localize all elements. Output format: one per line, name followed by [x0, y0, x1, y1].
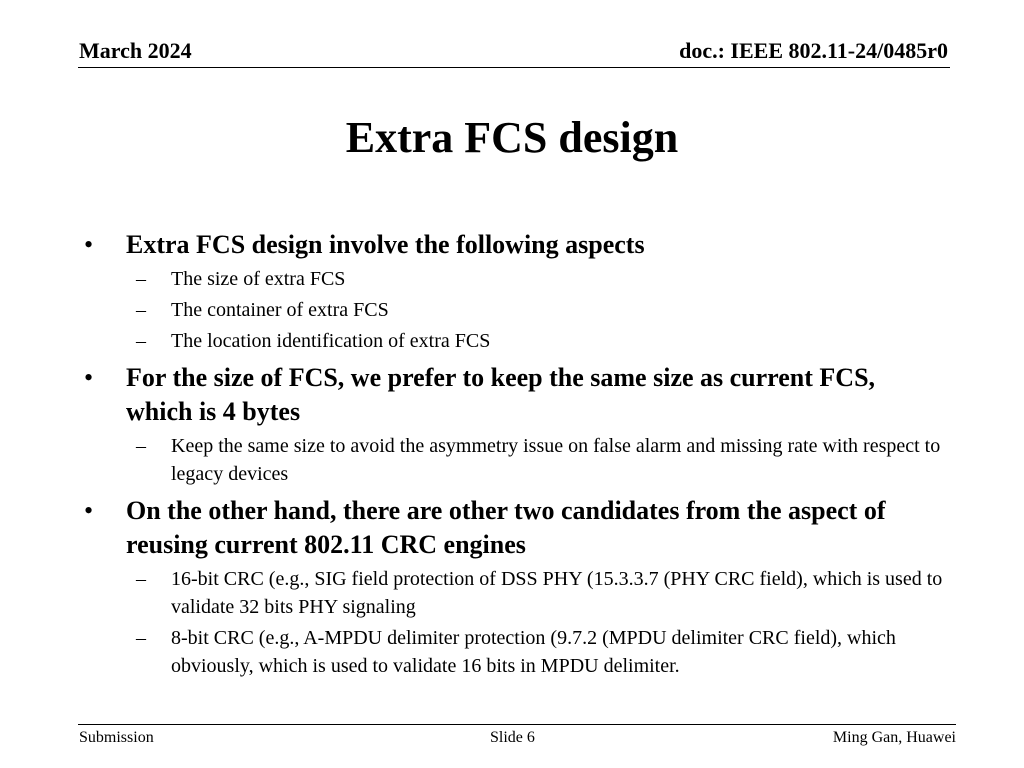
sub-bullet-text: Keep the same size to avoid the asymmetry issue on false alarm and missing rate with respect to legacy devices — [171, 435, 941, 485]
sub-bullet-item — [84, 624, 944, 680]
sub-bullet-item — [84, 327, 944, 355]
bullet-icon: • — [84, 496, 94, 525]
dash-icon: – — [136, 299, 146, 321]
bullet-item — [84, 228, 944, 262]
dash-icon: – — [136, 268, 146, 290]
header-doc-id: doc.: IEEE 802.11-24/0485r0 — [679, 38, 948, 63]
bullet-text: On the other hand, there are other two candidates from the aspect of reusing current 802.11 CRC engines — [126, 496, 886, 559]
dash-icon: – — [136, 330, 146, 352]
slide-title: Extra FCS design — [345, 113, 679, 162]
sub-bullet-text: The location identification of extra FCS — [171, 330, 491, 352]
sub-bullet-item — [84, 432, 944, 488]
dash-icon: – — [136, 627, 146, 649]
sub-bullet-text: The container of extra FCS — [171, 299, 389, 321]
footer-author: Ming Gan, Huawei — [832, 729, 956, 746]
sub-bullet-item — [84, 265, 944, 293]
sub-bullet-text: The size of extra FCS — [171, 268, 346, 290]
bullet-icon: • — [84, 230, 94, 259]
sub-bullet-text: 16-bit CRC (e.g., SIG field protection of DSS PHY (15.3.3.7 (PHY CRC field), which is used to validate 32 bits PHY signaling — [171, 568, 943, 618]
header-divider — [78, 67, 950, 68]
footer-divider — [78, 724, 956, 725]
slide-body — [84, 228, 944, 680]
bullet-item — [84, 494, 944, 562]
bullet-icon: • — [84, 363, 94, 392]
sub-bullet-item — [84, 296, 944, 324]
footer-slide-number: Slide 6 — [490, 729, 535, 746]
dash-icon: – — [136, 568, 146, 590]
footer-submission: Submission — [79, 729, 154, 746]
sub-bullet-item — [84, 565, 944, 621]
sub-bullet-text: 8-bit CRC (e.g., A-MPDU delimiter protection (9.7.2 (MPDU delimiter CRC field), which obviously, which is used to validate 16 bits in MPDU delimiter. — [171, 627, 896, 677]
header-date: March 2024 — [79, 38, 192, 63]
bullet-text: For the size of FCS, we prefer to keep the same size as current FCS, which is 4 bytes — [126, 363, 876, 426]
dash-icon: – — [136, 435, 146, 457]
bullet-text: Extra FCS design involve the following aspects — [126, 230, 645, 259]
bullet-item — [84, 361, 944, 429]
